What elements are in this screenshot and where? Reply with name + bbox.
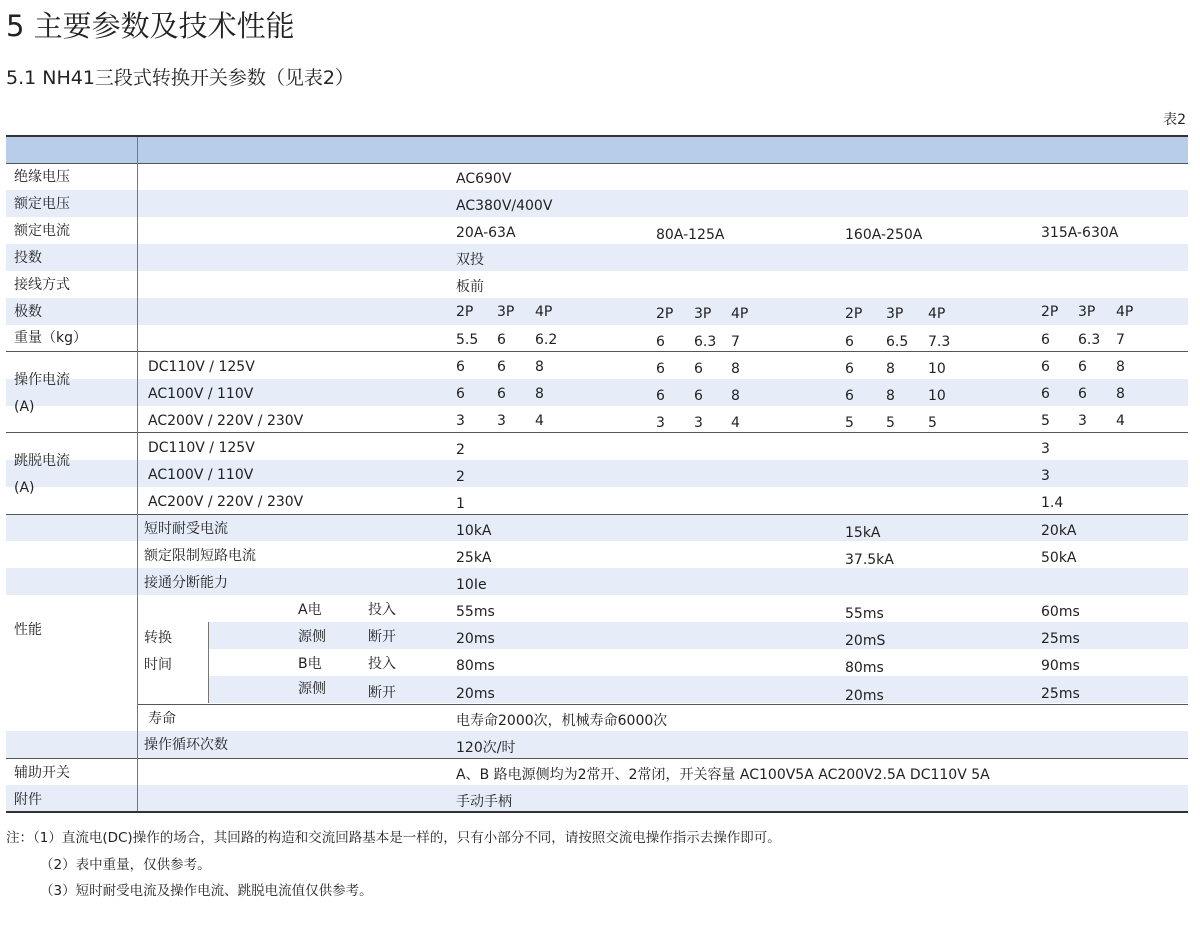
table-rule — [6, 514, 1188, 515]
perf-label-short-time: 短时耐受电流 — [144, 521, 228, 537]
insulation-voltage-value: AC690V — [456, 171, 512, 187]
table-number: 表2 — [1163, 112, 1186, 128]
perf-label-cycles: 操作循环次数 — [144, 737, 228, 753]
throw-value: 双投 — [456, 252, 484, 268]
switch-time-value: 55ms — [845, 606, 884, 622]
weight-value: 6 — [497, 332, 506, 348]
pole-value: 3P — [694, 306, 712, 322]
close-label: 投入 — [368, 656, 396, 672]
switch-time-value: 60ms — [1041, 604, 1080, 620]
weight-value: 6.3 — [694, 334, 717, 350]
table-col-rule — [137, 137, 138, 811]
perf-label-life: 寿命 — [148, 711, 176, 727]
note-line: （2）表中重量，仅供参考。 — [40, 857, 211, 873]
operating-current-value: 3 — [656, 415, 665, 431]
table-rule — [6, 432, 1188, 433]
row-label-throw: 投数 — [14, 250, 42, 266]
open-label: 断开 — [368, 685, 396, 701]
operating-current-value: 6 — [694, 388, 703, 404]
switch-time-value: 20ms — [456, 631, 495, 647]
operating-current-value: 8 — [886, 388, 895, 404]
weight-value: 6 — [845, 334, 854, 350]
table-rule — [6, 163, 1188, 164]
operating-current-value: 6 — [497, 359, 506, 375]
trip-value: 2 — [456, 469, 465, 485]
operating-current-value: 8 — [886, 361, 895, 377]
trip-value: 3 — [1041, 468, 1050, 484]
source-side-label: 源侧 — [298, 681, 326, 697]
rated-current-value: 20A-63A — [456, 225, 516, 241]
operating-current-value: 8 — [1116, 386, 1125, 402]
pole-value: 2P — [845, 306, 863, 322]
switch-time-value: 20ms — [456, 686, 495, 702]
operating-current-value: 8 — [731, 361, 740, 377]
pole-value: 4P — [928, 306, 946, 322]
weight-value: 7 — [1116, 332, 1125, 348]
perf-label-make-break: 接通分断能力 — [144, 575, 228, 591]
aux-switch-value: A、B 路电源侧均为2常开、2常闭，开关容量 AC100V5A AC200V2.5A DC110V 5A — [456, 767, 990, 783]
pole-value: 3P — [886, 306, 904, 322]
pole-value: 3P — [497, 304, 515, 320]
trip-value: 3 — [1041, 441, 1050, 457]
operating-current-value: 5 — [1041, 413, 1050, 429]
table-header-band — [6, 137, 1188, 163]
voltage-label: DC110V / 125V — [148, 440, 255, 456]
switch-time-value: 80ms — [845, 660, 884, 676]
table-rule — [6, 351, 1188, 352]
operating-current-value: 6 — [694, 361, 703, 377]
switch-time-value: 25ms — [1041, 631, 1080, 647]
voltage-label: AC100V / 110V — [148, 386, 254, 402]
source-a-label: A电 — [298, 602, 322, 618]
switch-time-label: 时间 — [144, 657, 172, 673]
operating-current-value: 5 — [886, 415, 895, 431]
weight-value: 7 — [731, 334, 740, 350]
note-line: （3）短时耐受电流及操作电流、跳脱电流值仅供参考。 — [40, 883, 373, 899]
section-heading: 5 主要参数及技术性能 — [6, 9, 295, 43]
pole-value: 3P — [1078, 304, 1096, 320]
operating-current-value: 4 — [1116, 413, 1125, 429]
weight-value: 6 — [656, 334, 665, 350]
switch-time-label: 转换 — [144, 630, 172, 646]
voltage-label: AC100V / 110V — [148, 467, 254, 483]
switch-time-value: 20mS — [845, 633, 886, 649]
operating-current-value: 6 — [1041, 386, 1050, 402]
operating-current-value: 3 — [456, 413, 465, 429]
source-side-label: 源侧 — [298, 629, 326, 645]
operating-current-value: 6 — [456, 386, 465, 402]
perf-value: 20kA — [1041, 523, 1077, 539]
row-label-insulation-voltage: 绝缘电压 — [14, 169, 70, 185]
group-label-trip-current-unit: (A) — [14, 480, 35, 496]
switch-time-value: 20ms — [845, 688, 884, 704]
operating-current-value: 6 — [656, 388, 665, 404]
operating-current-value: 4 — [731, 415, 740, 431]
row-band — [6, 785, 1188, 812]
rated-current-value: 160A-250A — [845, 227, 923, 243]
perf-value: 37.5kA — [845, 552, 894, 568]
operating-current-value: 8 — [535, 359, 544, 375]
weight-value: 6.3 — [1078, 332, 1101, 348]
accessory-value: 手动手柄 — [456, 794, 512, 810]
operating-current-value: 10 — [928, 361, 946, 377]
switch-time-value: 25ms — [1041, 686, 1080, 702]
pole-value: 4P — [535, 304, 553, 320]
operating-current-value: 4 — [535, 413, 544, 429]
row-band — [6, 298, 1188, 325]
row-label-rated-voltage: 额定电压 — [14, 196, 70, 212]
operating-current-value: 8 — [1116, 359, 1125, 375]
weight-value: 6 — [1041, 332, 1050, 348]
operating-current-value: 8 — [535, 386, 544, 402]
operating-current-value: 3 — [497, 413, 506, 429]
voltage-label: AC200V / 220V / 230V — [148, 413, 304, 429]
source-b-label: B电 — [298, 656, 322, 672]
operating-current-value: 6 — [1078, 359, 1087, 375]
table-rule — [6, 758, 1188, 759]
pole-value: 2P — [1041, 304, 1059, 320]
row-label-rated-current: 额定电流 — [14, 223, 70, 239]
close-label: 投入 — [368, 602, 396, 618]
group-label-operating-current: 操作电流 — [14, 372, 70, 388]
rated-voltage-value: AC380V/400V — [456, 198, 553, 214]
trip-value: 2 — [456, 442, 465, 458]
row-band — [6, 244, 1188, 271]
table-rule — [6, 135, 1188, 137]
group-label-performance: 性能 — [14, 622, 42, 638]
row-band — [6, 190, 1188, 217]
operating-current-value: 6 — [1078, 386, 1087, 402]
switch-time-value: 80ms — [456, 658, 495, 674]
trip-value: 1 — [456, 496, 465, 512]
operating-current-value: 3 — [694, 415, 703, 431]
table-rule — [6, 811, 1188, 813]
perf-value: 50kA — [1041, 550, 1077, 566]
operating-current-value: 6 — [1041, 359, 1050, 375]
row-label-wiring: 接线方式 — [14, 277, 70, 293]
operating-current-value: 10 — [928, 388, 946, 404]
voltage-label: AC200V / 220V / 230V — [148, 494, 304, 510]
operating-current-value: 6 — [456, 359, 465, 375]
row-label-weight: 重量（kg） — [14, 330, 87, 346]
rated-current-value: 80A-125A — [656, 227, 725, 243]
pole-value: 4P — [731, 306, 749, 322]
operating-current-value: 8 — [731, 388, 740, 404]
pole-value: 4P — [1116, 304, 1134, 320]
note-line: 注：（1）直流电(DC)操作的场合，其回路的构造和交流回路基本是一样的，只有小部分不同，请按照交流电操作指示去操作即可。 — [6, 830, 781, 846]
operating-current-value: 6 — [845, 388, 854, 404]
perf-value: 15kA — [845, 525, 881, 541]
operating-current-value: 5 — [928, 415, 937, 431]
life-value: 电寿命2000次，机械寿命6000次 — [456, 713, 668, 729]
trip-value: 1.4 — [1041, 495, 1064, 511]
wiring-value: 板前 — [456, 279, 484, 295]
weight-value: 5.5 — [456, 332, 479, 348]
perf-value: 10Ie — [456, 577, 487, 593]
switch-time-value: 55ms — [456, 604, 495, 620]
table-col-rule — [208, 622, 209, 703]
operating-current-value: 3 — [1078, 413, 1087, 429]
perf-label-limit-short: 额定限制短路电流 — [144, 548, 256, 564]
pole-value: 2P — [656, 306, 674, 322]
weight-value: 6.2 — [535, 332, 558, 348]
perf-value: 25kA — [456, 550, 492, 566]
operating-current-value: 5 — [845, 415, 854, 431]
subsection-heading: 5.1 NH41三段式转换开关参数（见表2） — [6, 67, 355, 89]
voltage-label: DC110V / 125V — [148, 359, 255, 375]
switch-time-value: 90ms — [1041, 658, 1080, 674]
operating-current-value: 6 — [845, 361, 854, 377]
weight-value: 7.3 — [928, 334, 951, 350]
rated-current-value: 315A-630A — [1041, 225, 1119, 241]
row-label-accessory: 附件 — [14, 792, 42, 808]
group-label-trip-current: 跳脱电流 — [14, 453, 70, 469]
cycles-value: 120次/时 — [456, 740, 516, 756]
operating-current-value: 6 — [497, 386, 506, 402]
row-label-aux-switch: 辅助开关 — [14, 765, 70, 781]
perf-value: 10kA — [456, 523, 492, 539]
row-label-poles: 极数 — [14, 304, 42, 320]
operating-current-value: 6 — [656, 361, 665, 377]
weight-value: 6.5 — [886, 334, 909, 350]
open-label: 断开 — [368, 629, 396, 645]
group-label-operating-current-unit: (A) — [14, 399, 35, 415]
pole-value: 2P — [456, 304, 474, 320]
table-rule — [137, 704, 1188, 705]
